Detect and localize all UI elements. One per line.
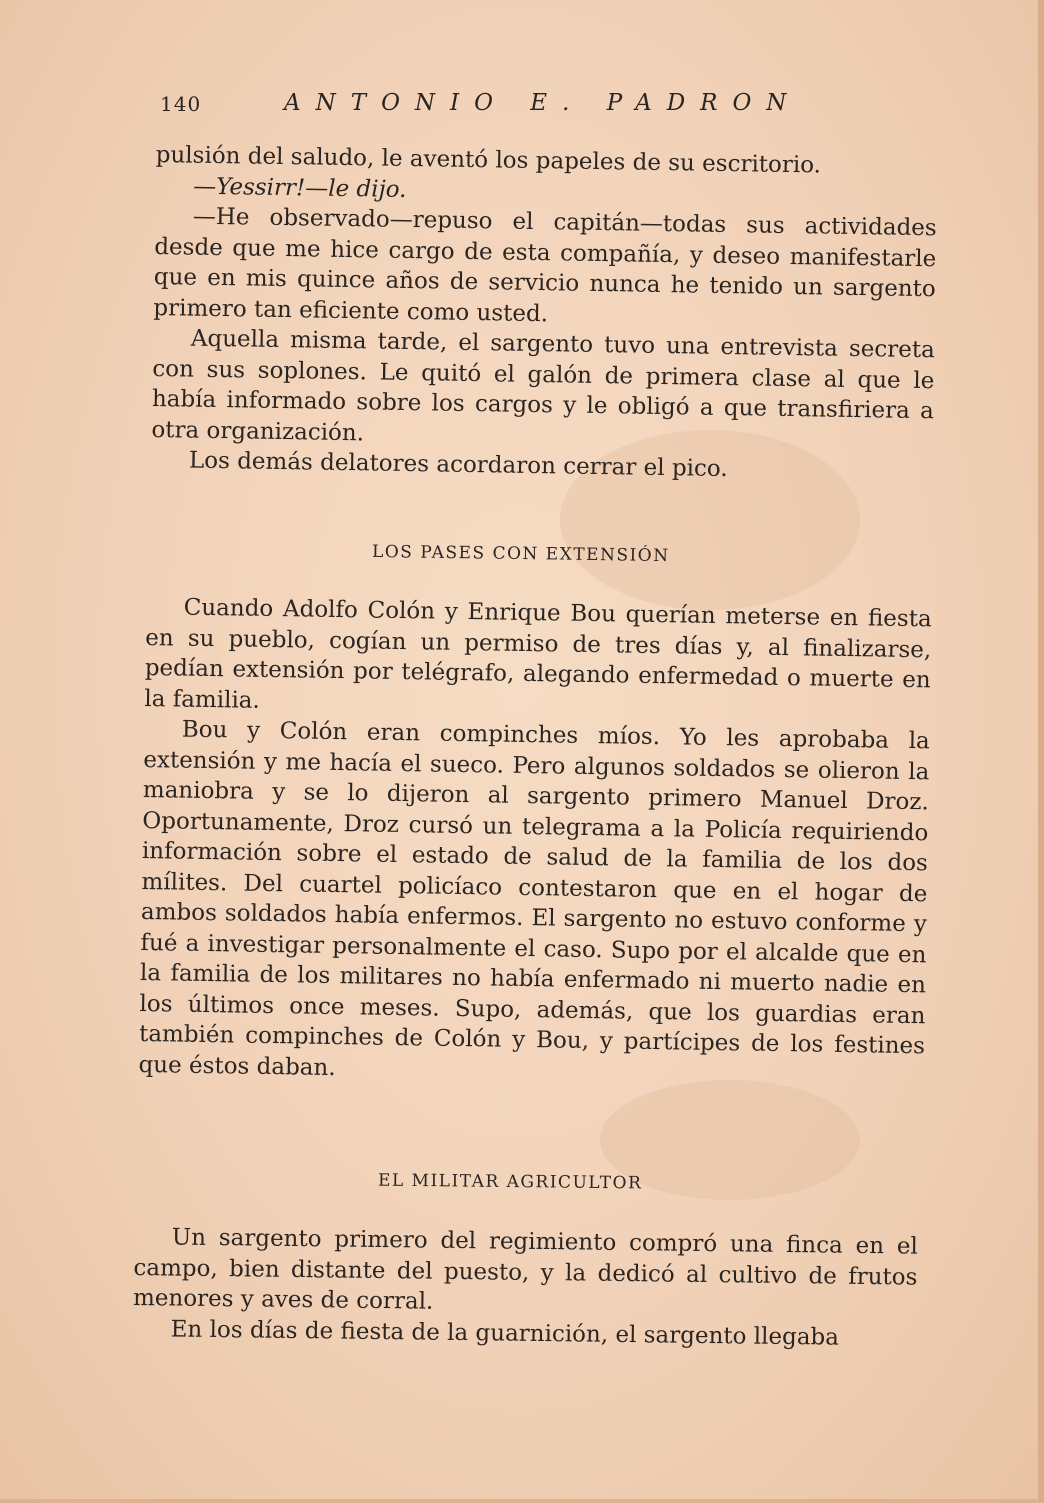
paragraph: —He observado—repuso el capitán—todas sus actividades desde que me hice cargo de esta compañía, y deseo manifestarle que en mis quince años de servicio nunca he tenido un sargento primero tan eficiente como usted.: [153, 203, 937, 327]
paragraph: Aquella misma tarde, el sargento tuvo una entrevista secreta con sus soplones. Le quitó el galón de primera clase al que le había informado sobre los cargos y le obligó a que transfiriera a otra organización.: [151, 325, 935, 446]
paragraph: pulsión del saludo, le aventó los papeles de su escritorio.: [155, 141, 822, 179]
paragraph: En los días de fiesta de la guarnición, el sargento llegaba: [170, 1315, 840, 1351]
running-head: [160, 88, 880, 128]
paragraph: Los demás delatores acordaron cerrar el pico.: [188, 447, 728, 483]
page-number: 140: [160, 92, 202, 116]
paragraph: Cuando Adolfo Colón y Enrique Bou querían meterse en fiesta en su pueblo, cogían un permiso de tres días y, al finalizarse, pedían extensión por telégrafo, alegando enfermedad o muerte en la familia.: [144, 594, 932, 714]
section-agricultor: [133, 1222, 918, 1354]
dialogue-text: —Yessirr!—le dijo.: [193, 173, 407, 203]
running-title: ANTONIO E. PADRON: [284, 90, 802, 116]
section-continuation: [151, 140, 938, 488]
paragraph: Un sargento primero del regimiento compró una finca en el campo, bien distante del puesto, y la dedicó al cultivo de frutos menores y aves de corral.: [132, 1224, 918, 1315]
paragraph: Bou y Colón eran compinches míos. Yo les aprobaba la extensión y me hacía el sueco. Pero algunos soldados se olieron la maniobra y se lo dijeron al sargento primero Manuel Droz. Oportunamente, Droz cursó un telegrama a la Policía requiriendo información sobre el estado de salud de la familia de los dos mílites. Del cuartel policíaco contestaron que en el hogar de ambos soldados había enfermos. El sargento no estuvo conforme y fué a investigar personalmente el caso. Supo por el alcalde que en la familia de los militares no había enfermado ni muerto nadie en los últimos once meses. Supo, además, que los guardias eran también compinches de Colón y Bou, y partícipes de los festines que éstos daban.: [138, 716, 930, 1081]
section-heading-agricultor: EL MILITAR AGRICULTOR: [377, 1170, 643, 1194]
section-heading-pases: LOS PASES CON EXTENSIÓN: [371, 541, 670, 567]
section-pases: [138, 592, 932, 1092]
